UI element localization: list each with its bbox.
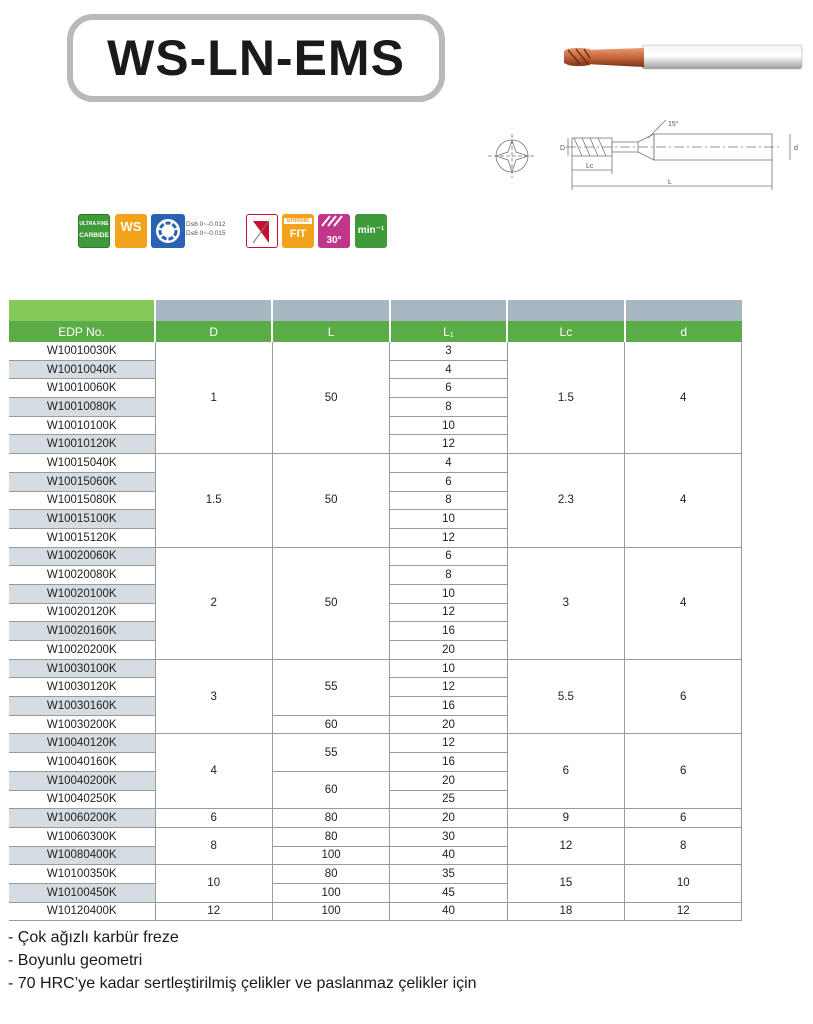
cell-d: 10: [155, 865, 272, 902]
cell-l1: 20: [390, 641, 507, 660]
cell-edp: W10010080K: [9, 398, 155, 417]
cell-edp: W10010030K: [9, 342, 155, 360]
cell-edp: W10030120K: [9, 678, 155, 697]
tolerance-text: [186, 220, 226, 238]
cell-d: 8: [155, 827, 272, 864]
cell-edp: W10040120K: [9, 734, 155, 753]
note-item: - Çok ağızlı karbür freze: [8, 929, 179, 946]
cell-l1: 8: [390, 491, 507, 510]
cell-edp: W10010040K: [9, 360, 155, 379]
cell-l1: 20: [390, 771, 507, 790]
ws-badge-label: WS: [120, 219, 142, 234]
header-shank-d: d: [625, 321, 742, 342]
helix-angle-label: 30°: [326, 235, 342, 246]
cell-edp: W10040250K: [9, 790, 155, 809]
cell-shank-d: 6: [625, 734, 742, 809]
cell-l1: 10: [390, 659, 507, 678]
cell-edp: W10020100K: [9, 584, 155, 603]
cell-shank-d: 10: [625, 865, 742, 902]
rpm-icon: [355, 214, 387, 248]
cell-l1: 12: [390, 435, 507, 454]
cell-lc: 3: [507, 547, 624, 659]
carbide-badge-icon: [78, 214, 110, 248]
cell-l1: 10: [390, 584, 507, 603]
cell-edp: W10010120K: [9, 435, 155, 454]
cell-l1: 6: [390, 379, 507, 398]
cell-edp: W10060200K: [9, 809, 155, 828]
table-header-row: [9, 321, 742, 342]
lc-label: Lc: [586, 163, 594, 170]
cell-lc: 2.3: [507, 454, 624, 547]
note-item: - 70 HRC’ye kadar sertleştirilmiş çelikler ve paslanmaz çelikler için: [8, 975, 477, 992]
header-edp: EDP No.: [9, 321, 155, 342]
cell-l: 50: [272, 342, 389, 454]
cell-shank-d: 6: [625, 809, 742, 828]
cell-l1: 16: [390, 622, 507, 641]
header-l: L: [272, 321, 389, 342]
cell-d: 1.5: [155, 454, 272, 547]
cell-l: 80: [272, 809, 389, 828]
cell-edp: W10010060K: [9, 379, 155, 398]
cell-l: 80: [272, 827, 389, 846]
cell-l1: 12: [390, 734, 507, 753]
cell-lc: 12: [507, 827, 624, 864]
angle-label: 15°: [668, 121, 679, 128]
cell-l1: 30: [390, 827, 507, 846]
table-row: [9, 659, 742, 678]
helix-angle-icon: [318, 214, 350, 248]
cell-l1: 16: [390, 697, 507, 716]
l-label: L: [668, 179, 672, 186]
cell-d: 4: [155, 734, 272, 809]
cell-lc: 9: [507, 809, 624, 828]
title-frame: [67, 14, 445, 102]
cell-l1: 12: [390, 603, 507, 622]
cell-l: 55: [272, 659, 389, 715]
cell-l1: 40: [390, 846, 507, 865]
shrink-fit-icon: [282, 214, 314, 248]
cell-l1: 35: [390, 865, 507, 884]
cell-l1: 25: [390, 790, 507, 809]
cell-l1: 45: [390, 883, 507, 902]
shrink-fit-line2: FIT: [289, 228, 307, 240]
cell-edp: W10030160K: [9, 697, 155, 716]
table-row: [9, 827, 742, 846]
carbide-badge-line2: CARBIDE: [79, 232, 109, 239]
cell-edp: W10040160K: [9, 753, 155, 772]
table-row: [9, 809, 742, 828]
cell-edp: W10015120K: [9, 528, 155, 547]
cell-l: 100: [272, 846, 389, 865]
end-mill-photo: [560, 40, 804, 72]
cell-shank-d: 4: [625, 454, 742, 547]
cell-l1: 12: [390, 528, 507, 547]
cell-l1: 20: [390, 809, 507, 828]
cell-edp: W10020160K: [9, 622, 155, 641]
cell-lc: 6: [507, 734, 624, 809]
cell-d: 6: [155, 809, 272, 828]
cell-edp: W10020080K: [9, 566, 155, 585]
cell-edp: W10020060K: [9, 547, 155, 566]
cell-l: 50: [272, 547, 389, 659]
cell-l: 60: [272, 771, 389, 808]
notes-list: [8, 926, 477, 995]
cell-edp: W10120400K: [9, 902, 155, 921]
cell-lc: 18: [507, 902, 624, 921]
cell-l: 50: [272, 454, 389, 547]
cell-l: 100: [272, 902, 389, 921]
cell-edp: W10020120K: [9, 603, 155, 622]
cell-l1: 6: [390, 547, 507, 566]
cell-l: 60: [272, 715, 389, 734]
cell-edp: W10080400K: [9, 846, 155, 865]
header-d: D: [155, 321, 272, 342]
d-small-label: d: [794, 145, 798, 152]
cell-shank-d: 8: [625, 827, 742, 864]
header-l1: L₁: [390, 321, 507, 342]
carbide-badge-line1: ULTRA FINE: [79, 221, 109, 227]
flutes-icon: [151, 214, 185, 248]
cell-l1: 10: [390, 510, 507, 529]
cell-edp: W10015080K: [9, 491, 155, 510]
cell-l1: 4: [390, 360, 507, 379]
cell-l: 55: [272, 734, 389, 771]
cell-d: 2: [155, 547, 272, 659]
cell-edp: W10060300K: [9, 827, 155, 846]
table-row: [9, 865, 742, 884]
cell-d: 3: [155, 659, 272, 734]
cell-l1: 4: [390, 454, 507, 473]
cell-edp: W10100450K: [9, 883, 155, 902]
cell-edp: W10015100K: [9, 510, 155, 529]
cell-l1: 16: [390, 753, 507, 772]
cell-l: 100: [272, 883, 389, 902]
cell-edp: W10030200K: [9, 715, 155, 734]
tolerance-line1: D≤6 0~-0.012: [186, 221, 226, 228]
header-lc: Lc: [507, 321, 624, 342]
cell-edp: W10020200K: [9, 641, 155, 660]
cell-l1: 40: [390, 902, 507, 921]
cell-l1: 20: [390, 715, 507, 734]
cell-d: 12: [155, 902, 272, 921]
cell-d: 1: [155, 342, 272, 454]
cell-shank-d: 12: [625, 902, 742, 921]
table-row: [9, 342, 742, 360]
ws-badge-icon: [115, 214, 147, 248]
cell-l1: 8: [390, 566, 507, 585]
cell-lc: 1.5: [507, 342, 624, 454]
cell-shank-d: 4: [625, 547, 742, 659]
cell-lc: 15: [507, 865, 624, 902]
note-item: - Boyunlu geometri: [8, 952, 143, 969]
technical-drawing: [482, 112, 807, 202]
cell-l1: 10: [390, 416, 507, 435]
cell-shank-d: 6: [625, 659, 742, 734]
square-end-icon: [246, 214, 278, 248]
tolerance-line2: D≤6 0~-0.015: [186, 230, 226, 237]
cell-shank-d: 4: [625, 342, 742, 454]
table-row: [9, 454, 742, 473]
table-row: [9, 734, 742, 753]
cell-edp: W10010100K: [9, 416, 155, 435]
cell-l: 80: [272, 865, 389, 884]
cell-edp: W10015060K: [9, 472, 155, 491]
cell-l1: 12: [390, 678, 507, 697]
shrink-fit-line1: SHRINK: [284, 218, 312, 224]
rpm-label: min⁻¹: [357, 225, 385, 236]
spec-table: [9, 300, 742, 921]
cell-l1: 6: [390, 472, 507, 491]
table-row: [9, 902, 742, 921]
table-top-bar: [9, 300, 742, 321]
product-title: WS-LN-EMS: [107, 30, 405, 86]
cell-l1: 8: [390, 398, 507, 417]
cell-edp: W10100350K: [9, 865, 155, 884]
cell-l1: 3: [390, 342, 507, 360]
cell-edp: W10040200K: [9, 771, 155, 790]
cell-edp: W10015040K: [9, 454, 155, 473]
spec-table-body: [9, 342, 742, 921]
table-row: [9, 547, 742, 566]
d-large-label: D: [560, 145, 566, 152]
cell-edp: W10030100K: [9, 659, 155, 678]
cell-lc: 5.5: [507, 659, 624, 734]
